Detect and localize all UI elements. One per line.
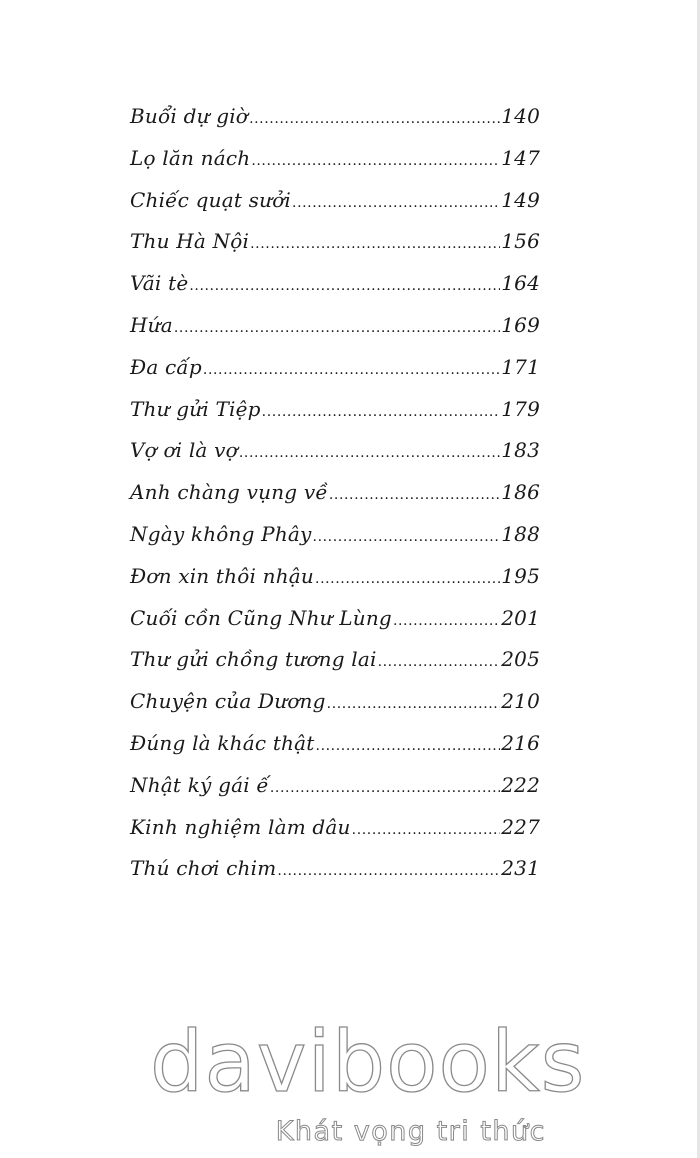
- toc-entry: [130, 564, 540, 606]
- toc-dot-leader: [352, 822, 501, 838]
- toc-entry: [130, 355, 540, 397]
- toc-dot-leader: [239, 445, 500, 461]
- toc-entry-page: 183: [501, 438, 540, 463]
- toc-dot-leader: [393, 613, 500, 629]
- toc-entry-title: Buổi dự giờ: [130, 104, 249, 128]
- toc-dot-leader: [277, 863, 500, 879]
- toc-entry: [130, 146, 540, 188]
- toc-entry: [130, 229, 540, 271]
- toc-entry: [130, 647, 540, 689]
- toc-dot-leader: [378, 654, 501, 670]
- toc-entry-title: Cuối cồn Cũng Như Lùng: [130, 605, 392, 630]
- toc-entry: [130, 856, 540, 898]
- toc-entry-page: 222: [501, 772, 540, 797]
- toc-dot-leader: [315, 571, 500, 587]
- toc-dot-leader: [203, 362, 500, 378]
- toc-dot-leader: [313, 529, 501, 545]
- toc-dot-leader: [174, 320, 500, 336]
- toc-entry-title: Thú chơi chim: [130, 856, 277, 881]
- toc-dot-leader: [270, 780, 500, 796]
- toc-entry-title: Lọ lăn nách: [130, 145, 251, 170]
- toc-entry-page: 216: [501, 730, 540, 755]
- toc-entry: [130, 188, 540, 230]
- toc-dot-leader: [250, 236, 500, 252]
- toc-entry-page: 195: [501, 563, 540, 588]
- toc-entry-title: Vợ ơi là vợ: [130, 438, 238, 463]
- toc-entry: [130, 480, 540, 522]
- toc-entry-title: Ngày không Phây: [130, 521, 312, 546]
- toc-entry: [130, 773, 540, 815]
- table-of-contents: [130, 104, 540, 898]
- toc-entry-page: 179: [501, 396, 540, 421]
- toc-dot-leader: [316, 738, 501, 754]
- toc-dot-leader: [327, 696, 501, 712]
- toc-entry-page: 227: [501, 814, 540, 839]
- toc-entry: [130, 104, 540, 146]
- toc-entry: [130, 522, 540, 564]
- toc-entry-title: Kinh nghiệm làm dâu: [130, 814, 351, 839]
- toc-entry-title: Chiếc quạt sưởi: [130, 187, 292, 212]
- toc-entry-title: Thu Hà Nội: [130, 229, 250, 254]
- toc-entry-page: 164: [501, 271, 540, 296]
- toc-entry: [130, 731, 540, 773]
- toc-entry-page: 156: [501, 229, 540, 254]
- toc-entry-title: Hứa: [130, 312, 173, 337]
- toc-entry: [130, 313, 540, 355]
- toc-dot-leader: [262, 404, 501, 420]
- toc-entry: [130, 815, 540, 857]
- toc-dot-leader: [292, 195, 500, 211]
- toc-entry: [130, 438, 540, 480]
- toc-entry: [130, 606, 540, 648]
- toc-entry-page: 169: [501, 312, 540, 337]
- toc-entry-page: 171: [501, 354, 540, 379]
- toc-entry-title: Vãi tè: [130, 271, 189, 296]
- toc-entry-title: Đúng là khác thật: [130, 730, 315, 755]
- toc-entry-page: 140: [501, 104, 540, 128]
- toc-entry-title: Đơn xin thôi nhậu: [130, 563, 315, 588]
- toc-entry-title: Thư gửi chồng tương lai: [130, 647, 377, 672]
- toc-entry-page: 188: [501, 521, 540, 546]
- toc-dot-leader: [251, 153, 500, 169]
- toc-entry-title: Thư gửi Tiệp: [130, 396, 261, 421]
- publisher-name: davibooks: [150, 1013, 586, 1111]
- publisher-logo: [150, 1013, 586, 1147]
- toc-entry: [130, 271, 540, 313]
- toc-dot-leader: [249, 111, 500, 127]
- toc-entry-page: 149: [501, 187, 540, 212]
- publisher-tagline: Khát vọng tri thức: [275, 1116, 546, 1147]
- toc-entry-page: 231: [501, 856, 540, 881]
- toc-dot-leader: [329, 487, 500, 503]
- toc-entry-page: 147: [501, 145, 540, 170]
- toc-entry-title: Nhật ký gái ế: [130, 772, 269, 797]
- toc-entry-title: Đa cấp: [130, 354, 202, 379]
- toc-entry-title: Anh chàng vụng về: [130, 480, 328, 505]
- toc-dot-leader: [189, 278, 500, 294]
- toc-entry-page: 205: [501, 647, 540, 672]
- toc-entry: [130, 397, 540, 439]
- toc-entry-title: Chuyện của Dương: [130, 689, 326, 714]
- toc-entry-page: 201: [501, 605, 540, 630]
- toc-entry-page: 186: [501, 480, 540, 505]
- toc-entry: [130, 689, 540, 731]
- toc-entry-page: 210: [501, 689, 540, 714]
